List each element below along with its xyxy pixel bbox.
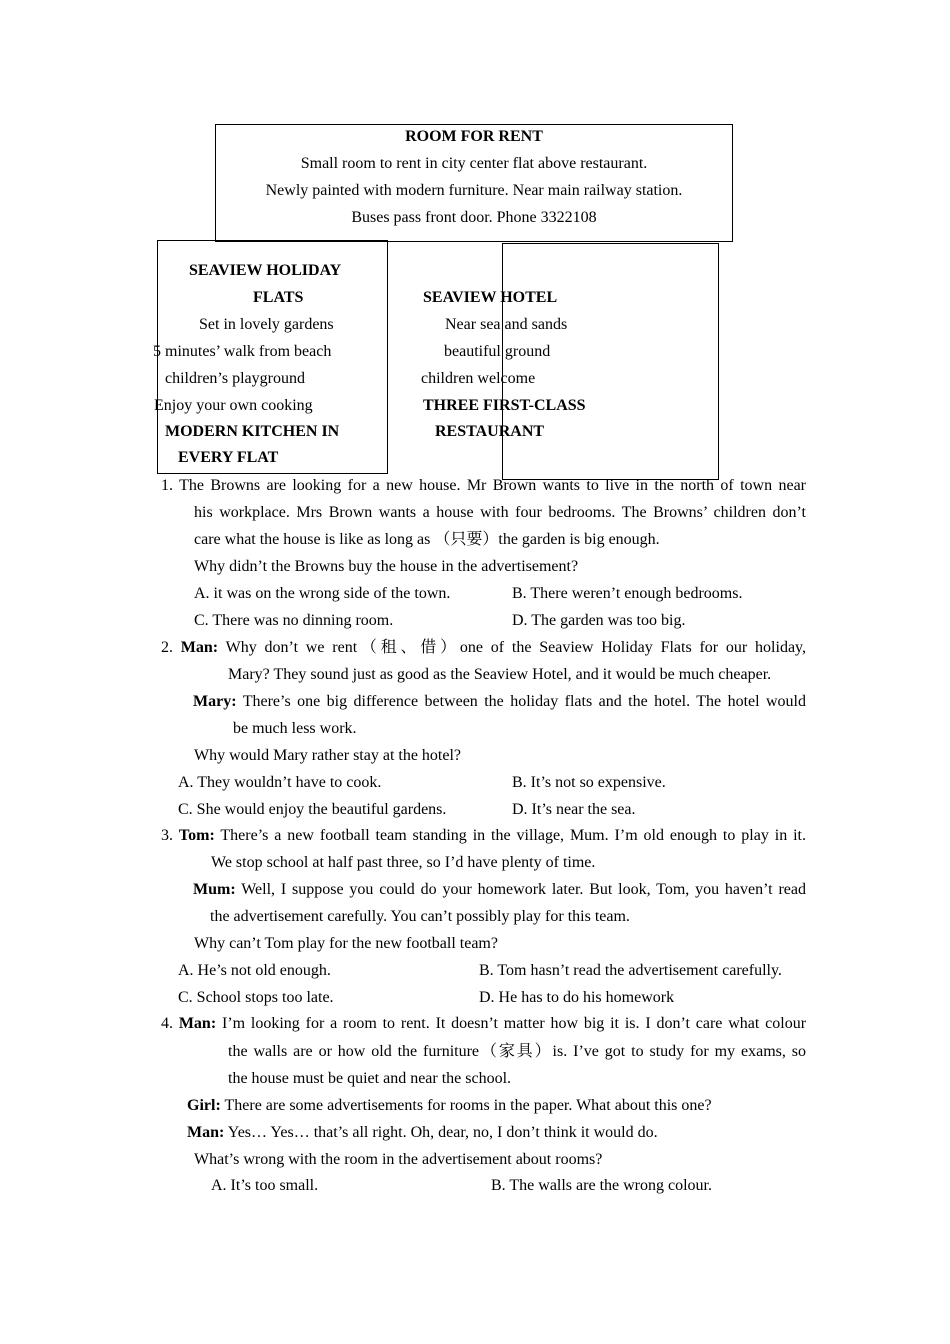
hotel-line-1: Near sea and sands	[445, 316, 568, 333]
q1-line-2: his workplace. Mrs Brown wants a house with four bedrooms. The Browns’ children don’t	[194, 504, 806, 521]
hotel-line-3: children welcome	[421, 370, 536, 387]
flats-line-3: children’s playground	[165, 370, 305, 387]
q4-man-line-1: 4. Man: I’m looking for a room to rent. It doesn’t matter how big it is. I don’t care what colour	[161, 1015, 807, 1032]
q1-option-a: A. it was on the wrong side of the town.	[194, 585, 451, 602]
q2-option-b: B. It’s not so expensive.	[512, 774, 666, 791]
q3-question: Why can’t Tom play for the new football team?	[194, 935, 498, 952]
hotel-bold-2: RESTAURANT	[435, 423, 545, 440]
q4-option-b: B. The walls are the wrong colour.	[491, 1177, 712, 1194]
q4-option-a: A. It’s too small.	[211, 1177, 319, 1194]
q2-option-c: C. She would enjoy the beautiful gardens.	[178, 801, 447, 818]
q4-man-line-3: the house must be quiet and near the school.	[228, 1070, 512, 1087]
room-ad-line3: Buses pass front door. Phone 3322108	[351, 209, 597, 226]
q2-man-line-2: Mary? They sound just as good as the Seaview Hotel, and it would be much cheaper.	[228, 666, 772, 683]
q2-option-d: D. It’s near the sea.	[512, 801, 636, 818]
q3-tom-line-1: 3. Tom: There’s a new football team standing in the village, Mum. I’m old enough to play in it.	[161, 827, 806, 844]
flats-title-1: SEAVIEW HOLIDAY	[189, 262, 342, 279]
flats-bold-1: MODERN KITCHEN IN	[165, 423, 340, 440]
q2-man-line-1: 2. Man: Why don’t we rent（租、借）one of the Seaview Holiday Flats for our holiday,	[161, 639, 807, 656]
q2-option-a: A. They wouldn’t have to cook.	[178, 774, 382, 791]
q3-option-b: B. Tom hasn’t read the advertisement carefully.	[479, 962, 782, 979]
flats-bold-2: EVERY FLAT	[178, 449, 279, 466]
room-ad-line2: Newly painted with modern furniture. Near main railway station.	[265, 182, 683, 199]
q3-mum-line-2: the advertisement carefully. You can’t possibly play for this team.	[210, 908, 630, 925]
q1-option-b: B. There weren’t enough bedrooms.	[512, 585, 743, 602]
hotel-bold-1: THREE FIRST-CLASS	[423, 397, 586, 414]
room-ad-line1: Small room to rent in city center flat above restaurant.	[300, 155, 648, 172]
q1-line-3: care what the house is like as long as （只要）the garden is big enough.	[194, 531, 660, 548]
flats-line-2: 5 minutes’ walk from beach	[153, 343, 332, 360]
flats-title-2: FLATS	[253, 289, 304, 306]
flats-line-4: Enjoy your own cooking	[154, 397, 313, 414]
q3-mum-line-1: Mum: Well, I suppose you could do your homework later. But look, Tom, you haven’t read	[193, 881, 806, 898]
q3-option-c: C. School stops too late.	[178, 989, 334, 1006]
q3-option-d: D. He has to do his homework	[479, 989, 675, 1006]
q1-option-c: C. There was no dinning room.	[194, 612, 394, 629]
q2-mary-line-2: be much less work.	[233, 720, 357, 737]
q2-question: Why would Mary rather stay at the hotel?	[194, 747, 462, 764]
q1-question: Why didn’t the Browns buy the house in the advertisement?	[194, 558, 579, 575]
hotel-line-2: beautiful ground	[444, 343, 551, 360]
q3-tom-line-2: We stop school at half past three, so I’d have plenty of time.	[211, 854, 596, 871]
q4-question: What’s wrong with the room in the advertisement about rooms?	[194, 1151, 603, 1168]
room-ad-title: ROOM FOR RENT	[405, 128, 543, 145]
hotel-title: SEAVIEW HOTEL	[423, 289, 558, 306]
q4-man-line-4: Man: Yes… Yes… that’s all right. Oh, dear, no, I don’t think it would do.	[187, 1124, 658, 1141]
q1-option-d: D. The garden was too big.	[512, 612, 686, 629]
q3-option-a: A. He’s not old enough.	[178, 962, 331, 979]
q4-man-line-2: the walls are or how old the furniture（家具）is. I’ve got to study for my exams, so	[228, 1043, 806, 1060]
flats-line-1: Set in lovely gardens	[199, 316, 334, 333]
q2-mary-line-1: Mary: There’s one big difference between the holiday flats and the hotel. The hotel would	[193, 693, 806, 710]
q1-line-1: 1. The Browns are looking for a new house. Mr Brown wants to live in the north of town near	[161, 477, 806, 494]
q4-girl-line: Girl: There are some advertisements for rooms in the paper. What about this one?	[187, 1097, 712, 1114]
